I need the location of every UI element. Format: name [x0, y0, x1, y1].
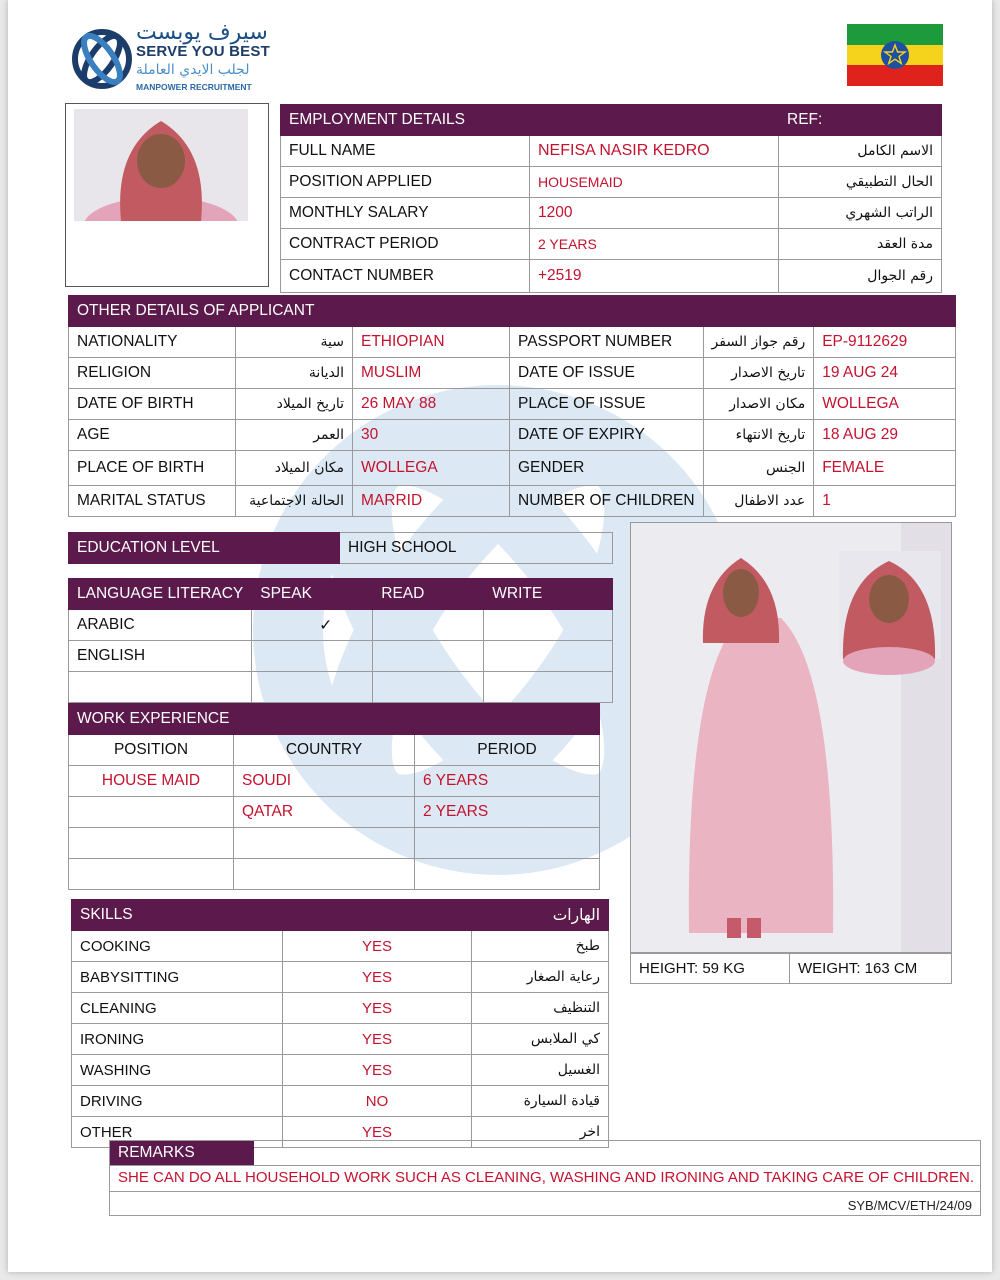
salary-value: 1200	[530, 198, 779, 229]
field-label-ar: سية	[236, 327, 353, 358]
work-period: 2 YEARS	[415, 797, 600, 828]
position-value: HOUSEMAID	[530, 167, 779, 198]
remarks-text: SHE CAN DO ALL HOUSEHOLD WORK SUCH AS CLEANING, WASHING AND IRONING AND TAKING CARE OF CHILDREN.	[118, 1169, 974, 1186]
table-row	[69, 389, 956, 420]
skills-header-ar: الهارات	[472, 900, 609, 931]
field-label: MARITAL STATUS	[69, 486, 236, 517]
field-label: FULL NAME	[281, 136, 530, 167]
field-label-ar: الراتب الشهري	[779, 198, 942, 229]
field-label-ar: الديانة	[236, 358, 353, 389]
skills-header: SKILLS	[72, 900, 472, 931]
field-label: POSITION APPLIED	[281, 167, 530, 198]
skill-name: IRONING	[72, 1024, 283, 1055]
work-country: QATAR	[234, 797, 415, 828]
check-icon: ✓	[252, 610, 373, 641]
table-row	[69, 797, 600, 828]
remarks-header: REMARKS	[110, 1141, 254, 1165]
gender-value: FEMALE	[814, 451, 956, 486]
other-details-header: OTHER DETAILS OF APPLICANT	[69, 296, 510, 327]
work-experience-table	[68, 703, 600, 890]
ethiopia-flag-icon	[847, 24, 943, 86]
height-value: HEIGHT: 59 KG	[631, 953, 790, 984]
full-body-photo-frame	[630, 522, 952, 954]
field-label-ar: رقم الجوال	[779, 260, 942, 293]
table-row	[69, 610, 613, 641]
read-header: READ	[373, 579, 484, 610]
field-label: CONTRACT PERIOD	[281, 229, 530, 260]
table-row	[72, 1024, 609, 1055]
language-table	[68, 578, 613, 703]
table-row	[281, 198, 942, 229]
field-label-ar: تاريخ الاصدار	[703, 358, 814, 389]
skills-table	[71, 899, 609, 1148]
table-row	[72, 931, 609, 962]
field-label: AGE	[69, 420, 236, 451]
company-logo-icon	[70, 24, 134, 94]
skill-value: YES	[283, 993, 472, 1024]
age-value: 30	[353, 420, 510, 451]
field-label-ar: مكان الاصدار	[703, 389, 814, 420]
education-table	[68, 532, 613, 564]
contract-value: 2 YEARS	[530, 229, 779, 260]
field-label-ar: مكان الميلاد	[236, 451, 353, 486]
passport-value: EP-9112629	[814, 327, 956, 358]
reference-code: SYB/MCV/ETH/24/09	[847, 1198, 972, 1213]
work-position	[69, 797, 234, 828]
field-label: CONTACT NUMBER	[281, 260, 530, 293]
language-name: ARABIC	[69, 610, 252, 641]
birth-place-value: WOLLEGA	[353, 451, 510, 486]
issue-date-value: 19 AUG 24	[814, 358, 956, 389]
work-header: WORK EXPERIENCE	[69, 704, 415, 735]
field-label-ar: الاسم الكامل	[779, 136, 942, 167]
table-row	[281, 167, 942, 198]
skill-name-ar: قيادة السيارة	[472, 1086, 609, 1117]
skill-name-ar: طبخ	[472, 931, 609, 962]
position-column-header: POSITION	[69, 735, 234, 766]
field-label: DATE OF BIRTH	[69, 389, 236, 420]
table-row	[69, 451, 956, 486]
table-row	[69, 358, 956, 389]
children-value: 1	[814, 486, 956, 517]
table-row	[72, 962, 609, 993]
field-label: PLACE OF BIRTH	[69, 451, 236, 486]
field-label-ar: تاريخ الانتهاء	[703, 420, 814, 451]
table-row	[72, 1086, 609, 1117]
work-period: 6 YEARS	[415, 766, 600, 797]
field-label-ar: رقم جواز السفر	[703, 327, 814, 358]
field-label: NATIONALITY	[69, 327, 236, 358]
table-row	[72, 1055, 609, 1086]
employment-details-table	[280, 104, 942, 293]
table-row	[69, 735, 600, 766]
skill-value: NO	[283, 1086, 472, 1117]
skill-value: YES	[283, 1024, 472, 1055]
table-row	[69, 828, 600, 859]
field-label: MONTHLY SALARY	[281, 198, 530, 229]
field-label: NUMBER OF CHILDREN	[510, 486, 704, 517]
field-label-ar: الحالة الاجتماعية	[236, 486, 353, 517]
field-label: GENDER	[510, 451, 704, 486]
skill-name: COOKING	[72, 931, 283, 962]
portrait-photo-frame	[65, 103, 269, 287]
skill-name: CLEANING	[72, 993, 283, 1024]
work-country: SOUDI	[234, 766, 415, 797]
skill-name-ar: رعاية الصغار	[472, 962, 609, 993]
field-label-ar: عدد الاطفال	[703, 486, 814, 517]
remarks-box	[109, 1140, 981, 1216]
field-label: PLACE OF ISSUE	[510, 389, 704, 420]
skill-value: YES	[283, 931, 472, 962]
skill-name: DRIVING	[72, 1086, 283, 1117]
country-column-header: COUNTRY	[234, 735, 415, 766]
education-label: EDUCATION LEVEL	[69, 533, 340, 564]
birth-date-value: 26 MAY 88	[353, 389, 510, 420]
field-label: DATE OF EXPIRY	[510, 420, 704, 451]
skill-name-ar: كي الملابس	[472, 1024, 609, 1055]
education-value: HIGH SCHOOL	[340, 533, 613, 564]
nationality-value: ETHIOPIAN	[353, 327, 510, 358]
work-position: HOUSE MAID	[69, 766, 234, 797]
contact-value: +2519	[530, 260, 779, 293]
portrait-photo	[74, 109, 248, 221]
skill-name: BABYSITTING	[72, 962, 283, 993]
table-row	[69, 486, 956, 517]
employment-header: EMPLOYMENT DETAILS	[281, 105, 530, 136]
field-label: DATE OF ISSUE	[510, 358, 704, 389]
field-label-ar: تاريخ الميلاد	[236, 389, 353, 420]
table-row	[69, 641, 613, 672]
table-row	[69, 672, 613, 703]
skill-value: YES	[283, 1055, 472, 1086]
language-header: LANGUAGE LITERACY	[69, 579, 252, 610]
ref-label: REF:	[779, 105, 942, 136]
logo-arabic-name: سيرف يوبست	[136, 20, 268, 45]
religion-value: MUSLIM	[353, 358, 510, 389]
expiry-date-value: 18 AUG 29	[814, 420, 956, 451]
field-label-ar: العمر	[236, 420, 353, 451]
write-header: WRITE	[484, 579, 613, 610]
full-body-photo	[631, 523, 951, 953]
language-name: ENGLISH	[69, 641, 252, 672]
field-label: PASSPORT NUMBER	[510, 327, 704, 358]
other-details-table	[68, 295, 956, 517]
cv-sheet	[8, 0, 992, 1272]
measurements-table	[630, 952, 952, 984]
marital-value: MARRID	[353, 486, 510, 517]
skill-name-ar: الغسيل	[472, 1055, 609, 1086]
logo-english-tagline: MANPOWER RECRUITMENT	[136, 82, 252, 92]
table-row	[281, 260, 942, 293]
skill-name-ar: التنظيف	[472, 993, 609, 1024]
skill-name: WASHING	[72, 1055, 283, 1086]
table-row	[69, 859, 600, 890]
table-row	[72, 993, 609, 1024]
field-label-ar: الحال التطبيقي	[779, 167, 942, 198]
skill-value: YES	[283, 962, 472, 993]
skill-name-ar: اخر	[472, 1117, 609, 1148]
logo-english-name: SERVE YOU BEST	[136, 43, 270, 60]
logo-arabic-tagline: لجلب الايدي العاملة	[136, 62, 250, 78]
weight-value: WEIGHT: 163 CM	[790, 953, 952, 984]
table-row	[69, 420, 956, 451]
skill-name: OTHER	[72, 1117, 283, 1148]
field-label: RELIGION	[69, 358, 236, 389]
issue-place-value: WOLLEGA	[814, 389, 956, 420]
field-label-ar: الجنس	[703, 451, 814, 486]
table-row	[69, 327, 956, 358]
skill-value: YES	[283, 1117, 472, 1148]
speak-header: SPEAK	[252, 579, 373, 610]
table-row	[281, 136, 942, 167]
full-name-value: NEFISA NASIR KEDRO	[530, 136, 779, 167]
table-row	[69, 766, 600, 797]
table-row	[281, 229, 942, 260]
field-label-ar: مدة العقد	[779, 229, 942, 260]
period-column-header: PERIOD	[415, 735, 600, 766]
